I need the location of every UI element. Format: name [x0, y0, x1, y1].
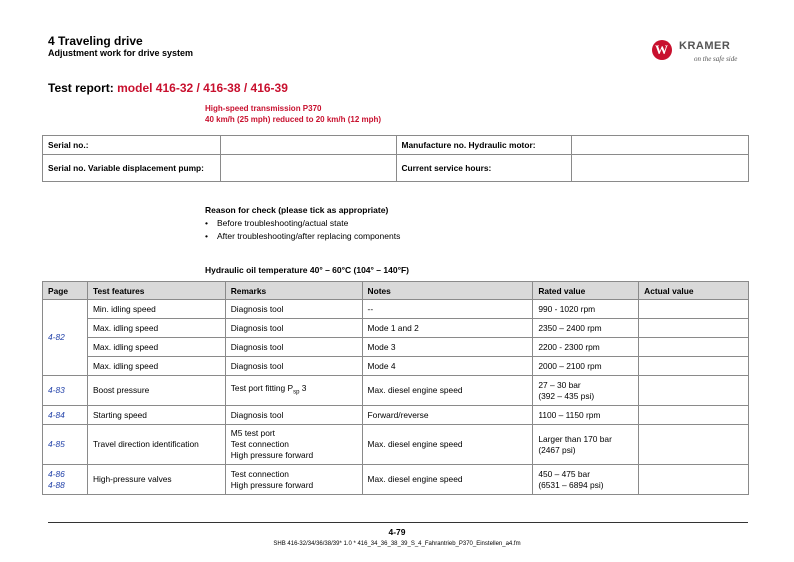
test-table — [42, 281, 749, 495]
actual-value-field[interactable] — [639, 338, 749, 357]
actual-value-field[interactable] — [639, 357, 749, 376]
service-hours-field[interactable] — [572, 155, 749, 182]
actual-value-field[interactable] — [639, 406, 749, 425]
serial-pump-field[interactable] — [220, 155, 396, 182]
report-subtitle: High-speed transmission P370 40 km/h (25 mph) reduced to 20 km/h (12 mph) — [205, 104, 382, 124]
kramer-logo — [652, 38, 752, 68]
page-link[interactable]: 4-86 4-88 — [43, 465, 88, 495]
logo-tagline: on the safe side — [694, 55, 738, 63]
table-header-row — [43, 282, 749, 300]
table-row: 4-82 Min. idling speed Diagnosis tool -- 990 - 1020 rpm — [43, 300, 749, 319]
serial-no-field[interactable] — [220, 136, 396, 155]
table-row: 4-86 4-88 High-pressure valves Test connection High pressure forward Max. diesel engine speed 450 – 475 bar (6531 – 6894 psi) — [43, 465, 749, 495]
serial-pump-label: Serial no. Variable displacement pump: — [43, 155, 221, 182]
page-link[interactable]: 4-82 — [43, 300, 88, 376]
service-hours-label: Current service hours: — [396, 155, 572, 182]
actual-value-field[interactable] — [639, 465, 749, 495]
col-page: Page — [43, 282, 88, 300]
actual-value-field[interactable] — [639, 376, 749, 406]
col-notes: Notes — [362, 282, 533, 300]
col-remarks: Remarks — [225, 282, 362, 300]
table-row: Max. idling speed Diagnosis tool Mode 4 2000 – 2100 rpm — [43, 357, 749, 376]
table-row: Max. idling speed Diagnosis tool Mode 1 and 2 2350 – 2400 rpm — [43, 319, 749, 338]
reason-section — [205, 204, 400, 243]
actual-value-field[interactable] — [639, 425, 749, 465]
page-link[interactable]: 4-84 — [43, 406, 88, 425]
page-link[interactable]: 4-85 — [43, 425, 88, 465]
serial-no-label: Serial no.: — [43, 136, 221, 155]
col-test-features: Test features — [87, 282, 225, 300]
actual-value-field[interactable] — [639, 300, 749, 319]
table-row: 4-85 Travel direction identification M5 test port Test connection High pressure forward Max. diesel engine speed Larger than 170 bar (2467 psi) — [43, 425, 749, 465]
page-link[interactable]: 4-83 — [43, 376, 88, 406]
file-reference: SHB 416-32/34/36/38/39* 1.0 * 416_34_36_38_39_S_4_Fahrantrieb_P370_Einstellen_a4.fm — [273, 541, 521, 547]
logo-brand: KRAMER — [679, 40, 731, 52]
manufacture-no-label: Manufacture no. Hydraulic motor: — [396, 136, 572, 155]
chapter-title: 4 Traveling drive — [48, 34, 143, 48]
wacker-logo-icon: W — [652, 40, 672, 60]
oil-temperature: Hydraulic oil temperature 40° – 60°C (104° – 140°F) — [205, 265, 409, 275]
serial-table — [42, 135, 749, 182]
col-rated-value: Rated value — [533, 282, 639, 300]
page-number: 4-79 — [388, 527, 406, 537]
table-row: 4-83 Boost pressure Test port fitting $P_{sp}$ 3 Max. diesel engine speed 27 – 30 bar (392 – 435 psi) — [43, 376, 749, 406]
chapter-subtitle: Adjustment work for drive system — [48, 48, 194, 58]
actual-value-field[interactable] — [639, 319, 749, 338]
report-title: Test report: model 416-32 / 416-38 / 416-39 — [48, 81, 288, 95]
col-actual-value: Actual value — [639, 282, 749, 300]
manufacture-no-field[interactable] — [572, 136, 749, 155]
table-row: Max. idling speed Diagnosis tool Mode 3 2200 - 2300 rpm — [43, 338, 749, 357]
reason-heading: Reason for check (please tick as appropriate) — [205, 205, 389, 215]
reason-item[interactable]: • Before troubleshooting/actual state — [205, 218, 349, 228]
reason-item[interactable]: • After troubleshooting/after replacing components — [205, 231, 401, 241]
report-model: model 416-32 / 416-38 / 416-39 — [117, 81, 288, 95]
table-row: 4-84 Starting speed Diagnosis tool Forward/reverse 1100 – 1150 rpm — [43, 406, 749, 425]
footer-divider — [48, 522, 748, 523]
